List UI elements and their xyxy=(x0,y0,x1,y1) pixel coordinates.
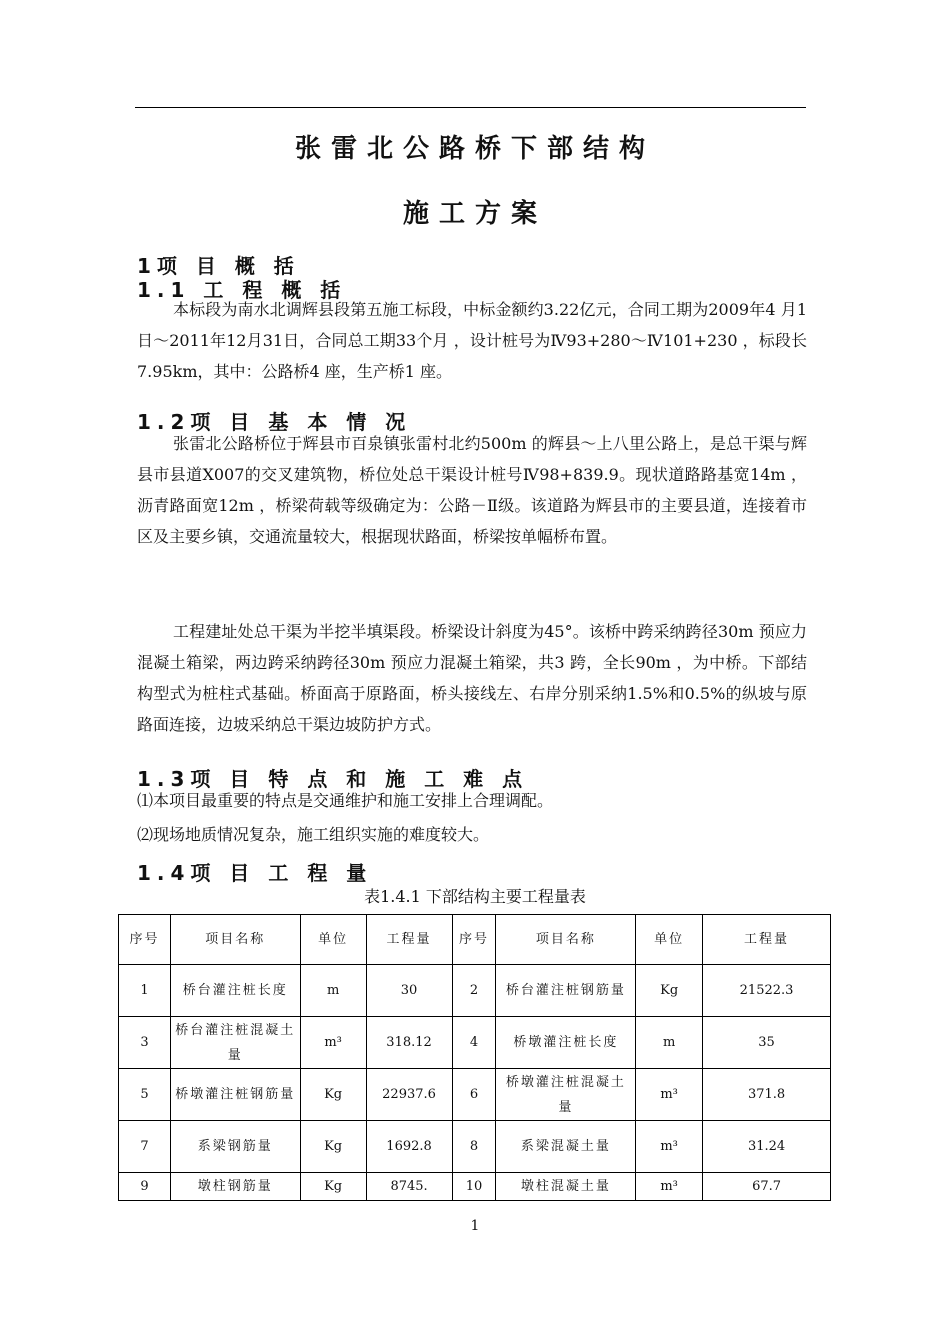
table-row xyxy=(119,1017,831,1069)
table-cell: 318.12 xyxy=(366,1017,452,1069)
table-row xyxy=(119,1069,831,1121)
table-cell: 9 xyxy=(119,1173,171,1201)
section-1-1-heading: 1.1 工 程 概 括 xyxy=(137,278,347,302)
table-cell: 21522.3 xyxy=(703,965,831,1017)
table-cell: 桥墩灌注桩长度 xyxy=(496,1017,636,1069)
header-cell: 工程量 xyxy=(703,915,831,965)
header-cell: 工程量 xyxy=(366,915,452,965)
table-cell: 2 xyxy=(452,965,496,1017)
header-cell: 单位 xyxy=(636,915,703,965)
table-cell: 7 xyxy=(119,1121,171,1173)
table-cell: 8 xyxy=(452,1121,496,1173)
section-1-3-heading: 1.3项 目 特 点 和 施 工 难 点 xyxy=(137,767,529,791)
table-cell: 30 xyxy=(366,965,452,1017)
table-row xyxy=(119,965,831,1017)
document-title-line2: 施工方案 xyxy=(402,199,547,229)
table-cell: Kg xyxy=(300,1069,366,1121)
section-1-4-heading: 1.4项 目 工 程 量 xyxy=(137,861,373,885)
header-rule xyxy=(135,107,806,108)
section-1-3-item-1: ⑴本项目最重要的特点是交通维护和施工安排上合理调配。 xyxy=(137,791,554,810)
table-cell: 371.8 xyxy=(703,1069,831,1121)
section-1-3-item-2: ⑵现场地质情况复杂，施工组织实施的难度较大。 xyxy=(137,825,490,844)
table-cell: m³ xyxy=(636,1173,703,1201)
table-cell: Kg xyxy=(300,1121,366,1173)
header-cell: 序号 xyxy=(452,915,496,965)
table-header-row xyxy=(119,915,831,965)
table-row xyxy=(119,1173,831,1201)
section-1-1-paragraph: 本标段为南水北调辉县段第五施工标段，中标金额约3.22亿元，合同工期为2009年4 月1 日～2011年12月31日，合同总工期33个月 ，设计桩号为Ⅳ93+280～Ⅳ101+230 ，标段长7.95km，其中：公路桥4 座，生产桥1 座。 xyxy=(137,300,807,381)
table-cell: m³ xyxy=(636,1121,703,1173)
table-cell: 6 xyxy=(452,1069,496,1121)
header-cell: 项目名称 xyxy=(496,915,636,965)
table-cell: 22937.6 xyxy=(366,1069,452,1121)
table-cell: 墩柱混凝土量 xyxy=(496,1173,636,1201)
table-cell: 8745. xyxy=(366,1173,452,1201)
table-cell: 桥墩灌注桩混凝土量 xyxy=(496,1069,636,1121)
section-1-2-paragraph-1: 张雷北公路桥位于辉县市百泉镇张雷村北约500m 的辉县～上八里公路上，是总干渠与辉县市县道X007的交叉建筑物，桥位处总干渠设计桩号Ⅳ98+839.9。现状道路路基宽14m ，沥青路面宽12m ，桥梁荷载等级确定为：公路－Ⅱ级。该道路为辉县市的主要县道，连接着市区及主要乡镇，交通流量较大，根据现状路面，桥梁按单幅桥布置。 xyxy=(137,434,807,546)
table-cell: 67.7 xyxy=(703,1173,831,1201)
table-cell: 1692.8 xyxy=(366,1121,452,1173)
header-cell: 项目名称 xyxy=(170,915,300,965)
table-cell: 桥台灌注桩钢筋量 xyxy=(496,965,636,1017)
document-title-line1: 张雷北公路桥下部结构 xyxy=(294,134,655,164)
page-number: 1 xyxy=(470,1218,480,1234)
table-cell: 10 xyxy=(452,1173,496,1201)
quantity-table xyxy=(118,914,831,1201)
table-cell: 桥墩灌注桩钢筋量 xyxy=(170,1069,300,1121)
header-cell: 单位 xyxy=(300,915,366,965)
section-1-heading: 1项 目 概 括 xyxy=(137,254,300,278)
table-cell: 系梁混凝土量 xyxy=(496,1121,636,1173)
table-cell: m³ xyxy=(636,1069,703,1121)
table-cell: 3 xyxy=(119,1017,171,1069)
table-cell: m³ xyxy=(300,1017,366,1069)
table-cell: 1 xyxy=(119,965,171,1017)
table-cell: 5 xyxy=(119,1069,171,1121)
table-cell: 桥台灌注桩长度 xyxy=(170,965,300,1017)
table-caption: 表1.4.1 下部结构主要工程量表 xyxy=(364,887,586,906)
table-cell: 墩柱钢筋量 xyxy=(170,1173,300,1201)
table-cell: 4 xyxy=(452,1017,496,1069)
table-row xyxy=(119,1121,831,1173)
header-cell: 序号 xyxy=(119,915,171,965)
table-cell: 31.24 xyxy=(703,1121,831,1173)
table-cell: 35 xyxy=(703,1017,831,1069)
table-cell: Kg xyxy=(300,1173,366,1201)
table-cell: m xyxy=(300,965,366,1017)
table-cell: 系梁钢筋量 xyxy=(170,1121,300,1173)
table-cell: Kg xyxy=(636,965,703,1017)
section-1-2-paragraph-2: 工程建址处总干渠为半挖半填渠段。桥梁设计斜度为45°。该桥中跨采纳跨径30m 预应力混凝土箱梁，两边跨采纳跨径30m 预应力混凝土箱梁，共3 跨，全长90m ，为中桥。下部结构型式为桩柱式基础。桥面高于原路面，桥头接线左、右岸分别采纳1.5%和0.5%的纵坡与原路面连接，边坡采纳总干渠边坡防护方式。 xyxy=(137,622,807,734)
table-cell: m xyxy=(636,1017,703,1069)
section-1-2-heading: 1.2项 目 基 本 情 况 xyxy=(137,410,412,434)
table-cell: 桥台灌注桩混凝土量 xyxy=(170,1017,300,1069)
